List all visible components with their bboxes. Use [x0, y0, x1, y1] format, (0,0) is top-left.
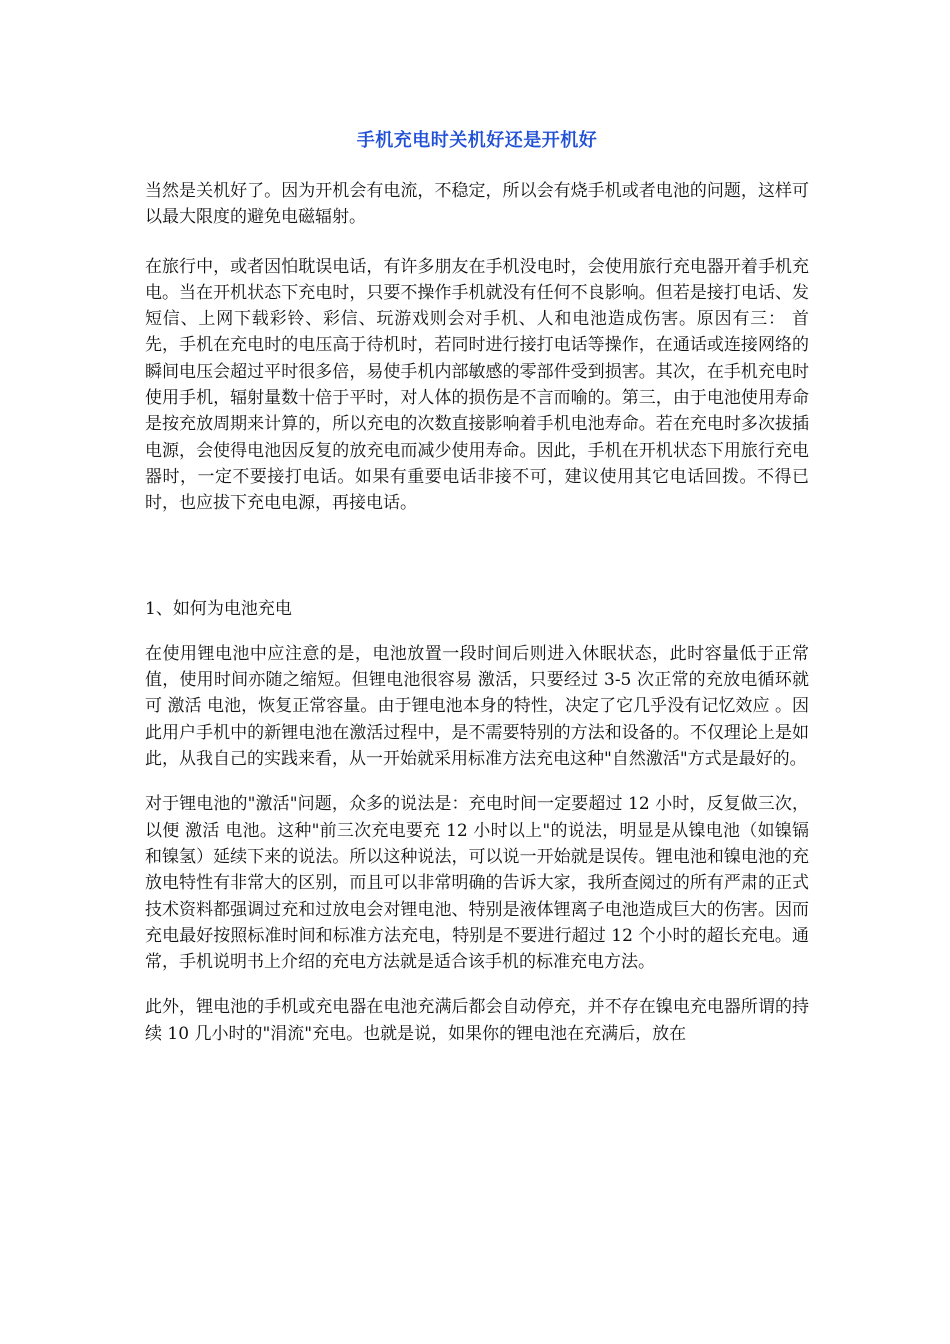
document-body — [145, 120, 809, 1047]
paragraph-travel-charging: 在旅行中，或者因怕耽误电话，有许多朋友在手机没电时，会使用旅行充电器开着手机充电。当在开机状态下充电时，只要不操作手机就没有任何不良影响。但若是接打电话、发短信、上网下载彩铃、彩信、玩游戏则会对手机、人和电池造成伤害。原因有三： 首先，手机在充电时的电压高于待机时，若同时进行接打电话等操作，在通话或连接网络的瞬间电压会超过平时很多倍，易使手机内部敏感的零部件受到损害。其次，在手机充电时使用手机，辐射量数十倍于平时，对人体的损伤是不言而喻的。第三，由于电池使用寿命是按充放周期来计算的，所以充电的次数直接影响着手机电池寿命。若在充电时多次拔插电源，会使得电池因反复的放充电而减少使用寿命。因此，手机在开机状态下用旅行充电器时，一定不要接打电话。如果有重要电话非接不可，建议使用其它电话回拨。不得已时，也应拔下充电电源，再接电话。 — [145, 256, 809, 514]
paragraph-activation-myth: 对于锂电池的"激活"问题，众多的说法是：充电时间一定要超过 12 小时，反复做三次，以便 激活 电池。这种"前三次充电要充 12 小时以上"的说法，明显是从镍电池（如镍镉和镍氢）延续下来的说法。所以这种说法，可以说一开始就是误传。锂电池和镍电池的充放电特性有非常大的区别，而且可以非常明确的告诉大家，我所查阅过的所有严肃的正式技术资料都强调过充和过放电会对锂电池、特别是液体锂离子电池造成巨大的伤害。因而充电最好按照标准时间和标准方法充电，特别是不要进行超过 12 个小时的超长充电。通常，手机说明书上介绍的充电方法就是适合该手机的标准充电方法。 — [145, 794, 809, 973]
paragraph-power-off-answer: 当然是关机好了。因为开机会有电流，不稳定，所以会有烧手机或者电池的问题，这样可以最大限度的避免电磁辐射。 — [145, 181, 809, 228]
document-title: 手机充电时关机好还是开机好 — [356, 130, 598, 151]
section-heading-battery-charging: 1、如何为电池充电 — [145, 598, 292, 619]
paragraph-auto-stop-charging: 此外，锂电池的手机或充电器在电池充满后都会自动停充，并不存在镍电充电器所谓的持续 10 几小时的"涓流"充电。也就是说，如果你的锂电池在充满后，放在 — [145, 997, 809, 1044]
paragraph-lithium-activation: 在使用锂电池中应注意的是，电池放置一段时间后则进入休眠状态，此时容量低于正常值，使用时间亦随之缩短。但锂电池很容易 激活，只要经过 3-5 次正常的充放电循环就可 激活 电池，恢复正常容量。由于锂电池本身的特性，决定了它几乎没有记忆效应 。因此用户手机中的新锂电池在激活过程中，是不需要特别的方法和设备的。不仅理论上是如此，从我自己的实践来看，从一开始就采用标准方法充电这种"自然激活"方式是最好的。 — [145, 643, 809, 770]
